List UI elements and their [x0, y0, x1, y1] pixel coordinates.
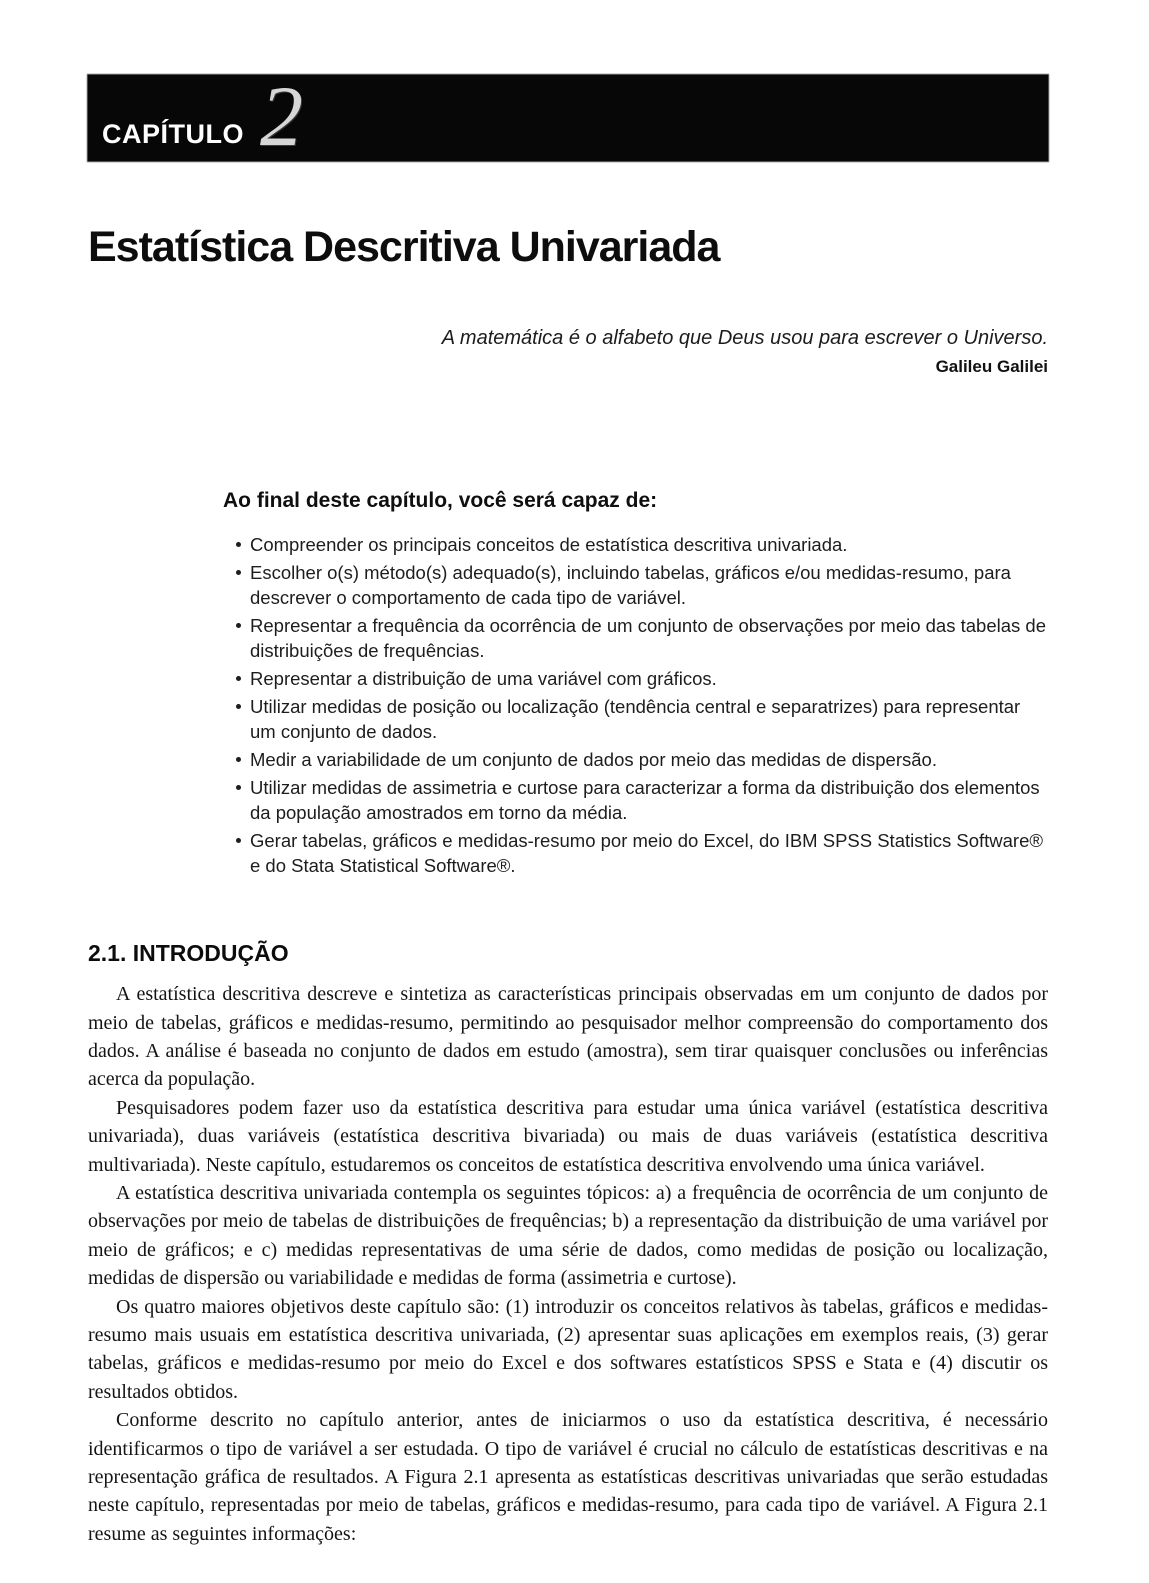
objective-item — [223, 560, 1048, 610]
objective-item — [223, 613, 1048, 663]
chapter-label: CAPÍTULO — [102, 119, 244, 149]
paragraph: Os quatro maiores objetivos deste capítulo são: (1) introduzir os conceitos relativos às tabelas, gráficos e medidas-resumo mais usuais em estatística descritiva univariada, (2) apresentar suas aplicações em exemplos reais, (3) gerar tabelas, gráficos e medidas-resumo por meio do Excel e dos softwares estatísticos SPSS e Stata e (4) discutir os resultados obtidos. — [88, 1295, 1048, 1403]
bullet-icon — [236, 785, 241, 790]
bullet-icon — [236, 542, 241, 547]
epigraph — [88, 326, 1048, 377]
epigraph-quote: A matemática é o alfabeto que Deus usou para escrever o Universo. — [441, 327, 1048, 350]
paragraph: Conforme descrito no capítulo anterior, antes de iniciarmos o uso da estatística descritiva, é necessário identificarmos o tipo de variável a ser estudada. O tipo de variável é crucial no cálculo de estatísticas descritivas e na representação gráfica de resultados. A Figura 2.1 apresenta as estatísticas descritivas univariadas que serão estudadas neste capítulo, representadas por meio de tabelas, gráficos e medidas-resumo, para cada tipo de variável. A Figura 2.1 resume as seguintes informações: — [88, 1409, 1048, 1545]
objectives-list — [223, 532, 1048, 878]
objective-item — [223, 747, 1048, 772]
objective-text: Gerar tabelas, gráficos e medidas-resumo por meio do Excel, do IBM SPSS Statistics Software® e do Stata Statistical Software®. — [250, 830, 1044, 877]
epigraph-author: Galileu Galilei — [935, 357, 1048, 377]
bullet-icon — [236, 838, 241, 843]
paragraph: Pesquisadores podem fazer uso da estatística descritiva para estudar uma única variável (estatística descritiva univariada), duas variáveis (estatística descritiva bivariada) ou mais de duas variáveis (estatística descritiva multivariada). Neste capítulo, estudaremos os conceitos de estatística descritiva envolvendo uma única variável. — [88, 1096, 1048, 1176]
page-title: Estatística Descritiva Univariada — [88, 223, 720, 271]
paragraph: A estatística descritiva univariada contempla os seguintes tópicos: a) a frequência de ocorrência de um conjunto de observações por meio de tabelas de distribuições de frequências; b) a representação da distribuição de uma variável por meio de gráficos; e c) medidas representativas de uma série de dados, como medidas de posição ou localização, medidas de dispersão ou variabilidade e medidas de forma (assimetria e curtose). — [88, 1181, 1048, 1290]
objective-item — [223, 775, 1048, 825]
objective-item — [223, 666, 1048, 691]
chapter-banner — [88, 68, 1048, 165]
objectives-section — [223, 489, 1048, 878]
bullet-icon — [236, 704, 241, 709]
objective-item — [223, 694, 1048, 744]
chapter-number: 2 — [260, 68, 303, 165]
objective-text: Representar a distribuição de uma variável com gráficos. — [250, 668, 717, 690]
objective-item — [223, 828, 1048, 878]
objective-text: Compreender os principais conceitos de estatística descritiva univariada. — [250, 534, 848, 556]
section-body — [88, 980, 1048, 1548]
bullet-icon — [236, 757, 241, 762]
section-heading: 2.1. INTRODUÇÃO — [88, 940, 289, 967]
bullet-icon — [236, 570, 241, 575]
page-content — [88, 0, 1048, 1548]
objective-text: Utilizar medidas de posição ou localização (tendência central e separatrizes) para representar um conjunto de dados. — [250, 696, 1021, 743]
objective-item — [223, 532, 1048, 557]
paragraph: A estatística descritiva descreve e sintetiza as características principais observadas em um conjunto de dados por meio de tabelas, gráficos e medidas-resumo, permitindo ao pesquisador melhor compreensão do comportamento dos dados. A análise é baseada no conjunto de dados em estudo (amostra), sem tirar quaisquer conclusões ou inferências acerca da população. — [88, 983, 1048, 1091]
objectives-heading: Ao final deste capítulo, você será capaz de: — [223, 489, 658, 513]
objective-text: Utilizar medidas de assimetria e curtose para caracterizar a forma da distribuição dos elementos da população amostrados em torno da média. — [250, 777, 1040, 824]
bullet-icon — [236, 676, 241, 681]
bullet-icon — [236, 623, 241, 628]
objective-text: Representar a frequência da ocorrência de um conjunto de observações por meio das tabelas de distribuições de frequências. — [250, 615, 1046, 662]
objective-text: Medir a variabilidade de um conjunto de dados por meio das medidas de dispersão. — [250, 749, 937, 771]
objective-text: Escolher o(s) método(s) adequado(s), incluindo tabelas, gráficos e/ou medidas-resumo, para descrever o comportamento de cada tipo de variável. — [250, 562, 1011, 609]
